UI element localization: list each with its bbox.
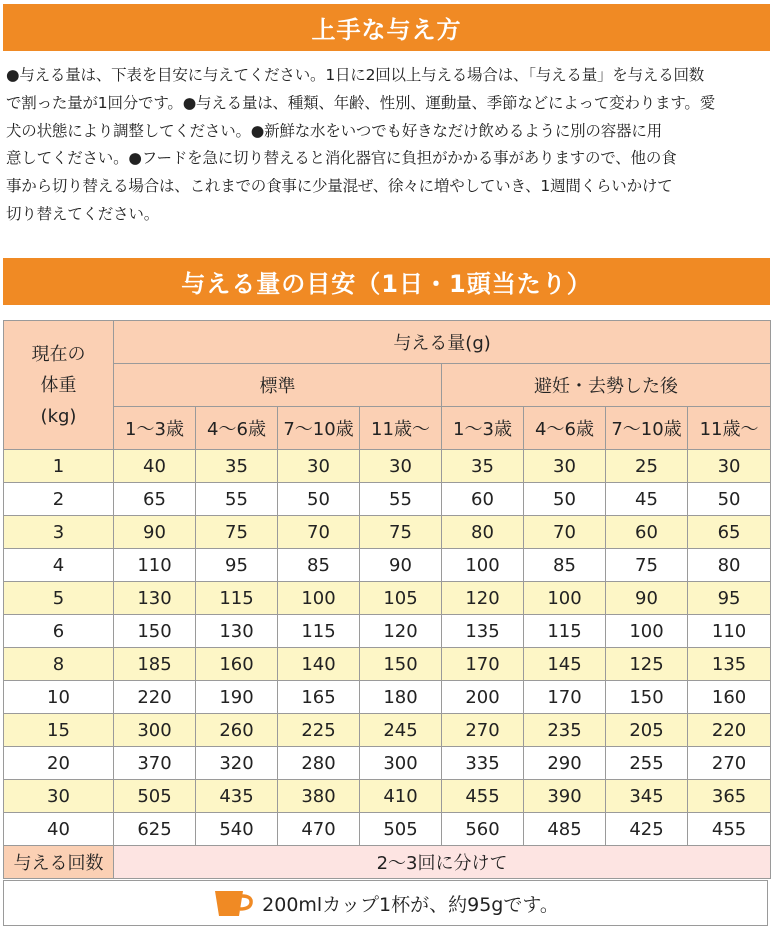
amount-cell: 130 [196, 615, 278, 648]
amount-cell: 135 [688, 648, 771, 681]
amount-cell: 60 [442, 483, 524, 516]
table-row [4, 681, 771, 714]
amount-cell: 380 [278, 780, 360, 813]
section-title-feeding-guide: 上手な与え方 [3, 4, 770, 51]
amount-cell: 165 [278, 681, 360, 714]
amount-cell: 200 [442, 681, 524, 714]
weight-cell: 20 [4, 747, 114, 780]
weight-cell: 4 [4, 549, 114, 582]
table-row [4, 516, 771, 549]
amount-cell: 90 [360, 549, 442, 582]
amount-cell: 300 [114, 714, 196, 747]
amount-cell: 100 [606, 615, 688, 648]
amount-cell: 260 [196, 714, 278, 747]
amount-cell: 110 [688, 615, 771, 648]
table-row [4, 582, 771, 615]
amount-cell: 255 [606, 747, 688, 780]
frequency-value: 2～3回に分けて [114, 846, 771, 879]
amount-cell: 30 [688, 450, 771, 483]
weight-header-line: (kg) [40, 405, 77, 427]
amount-cell: 270 [442, 714, 524, 747]
amount-cell: 75 [196, 516, 278, 549]
instructions-line: 意してください。●フードを急に切り替えると消化器官に負担がかかる事がありますので、他の食 [6, 149, 677, 168]
amount-header: 与える量(g) [114, 321, 771, 364]
amount-cell: 70 [278, 516, 360, 549]
amount-cell: 110 [114, 549, 196, 582]
amount-cell: 625 [114, 813, 196, 846]
age-header: 1～3歳 [114, 407, 196, 450]
weight-cell: 10 [4, 681, 114, 714]
age-header: 7～10歳 [278, 407, 360, 450]
amount-cell: 100 [524, 582, 606, 615]
amount-cell: 115 [196, 582, 278, 615]
amount-cell: 455 [688, 813, 771, 846]
weight-cell: 30 [4, 780, 114, 813]
amount-cell: 65 [114, 483, 196, 516]
age-header: 11歳～ [688, 407, 771, 450]
weight-cell: 5 [4, 582, 114, 615]
amount-cell: 70 [524, 516, 606, 549]
amount-cell: 335 [442, 747, 524, 780]
amount-cell: 220 [688, 714, 771, 747]
amount-cell: 235 [524, 714, 606, 747]
age-header: 1～3歳 [442, 407, 524, 450]
amount-cell: 190 [196, 681, 278, 714]
weight-cell: 2 [4, 483, 114, 516]
table-row [4, 648, 771, 681]
weight-cell: 1 [4, 450, 114, 483]
amount-cell: 485 [524, 813, 606, 846]
amount-cell: 30 [360, 450, 442, 483]
amount-cell: 95 [196, 549, 278, 582]
amount-cell: 345 [606, 780, 688, 813]
amount-cell: 220 [114, 681, 196, 714]
amount-cell: 85 [524, 549, 606, 582]
amount-cell: 140 [278, 648, 360, 681]
amount-cell: 50 [278, 483, 360, 516]
group-header-neutered: 避妊・去勢した後 [442, 364, 771, 407]
amount-cell: 120 [360, 615, 442, 648]
amount-cell: 35 [196, 450, 278, 483]
amount-cell: 505 [114, 780, 196, 813]
age-header: 11歳～ [360, 407, 442, 450]
instructions-line: 事から切り替える場合は、これまでの食事に少量混ぜ、徐々に増やしていき、1週間くらいかけて [6, 177, 673, 196]
amount-cell: 300 [360, 747, 442, 780]
amount-cell: 55 [360, 483, 442, 516]
amount-cell: 150 [114, 615, 196, 648]
amount-cell: 160 [196, 648, 278, 681]
amount-cell: 45 [606, 483, 688, 516]
amount-cell: 115 [524, 615, 606, 648]
table-body [4, 450, 771, 846]
amount-cell: 225 [278, 714, 360, 747]
section-title-amount-guide: 与える量の目安（1日・1頭当たり） [3, 258, 770, 305]
weight-cell: 40 [4, 813, 114, 846]
amount-cell: 280 [278, 747, 360, 780]
amount-cell: 290 [524, 747, 606, 780]
amount-cell: 115 [278, 615, 360, 648]
amount-cell: 90 [114, 516, 196, 549]
cup-measure-note [3, 880, 768, 926]
age-header: 4～6歳 [196, 407, 278, 450]
weight-cell: 6 [4, 615, 114, 648]
amount-cell: 50 [688, 483, 771, 516]
amount-cell: 95 [688, 582, 771, 615]
amount-cell: 130 [114, 582, 196, 615]
amount-cell: 75 [360, 516, 442, 549]
table-row [4, 450, 771, 483]
cup-icon [212, 887, 254, 919]
amount-cell: 120 [442, 582, 524, 615]
amount-cell: 30 [524, 450, 606, 483]
amount-cell: 55 [196, 483, 278, 516]
amount-cell: 560 [442, 813, 524, 846]
instructions-line: ●与える量は、下表を目安に与えてください。1日に2回以上与える場合は、「与える量」を与える回数 [6, 66, 705, 84]
instructions-line: 切り替えてください。 [6, 204, 160, 223]
amount-cell: 270 [688, 747, 771, 780]
amount-cell: 135 [442, 615, 524, 648]
amount-cell: 100 [278, 582, 360, 615]
instructions-text [6, 62, 768, 229]
weight-header-line: 体重 [40, 374, 77, 396]
instructions-line: で割った量が1回分です。●与える量は、種類、年齢、性別、運動量、季節などによって変わります。愛 [6, 93, 716, 112]
table-row [4, 813, 771, 846]
amount-cell: 80 [442, 516, 524, 549]
amount-cell: 205 [606, 714, 688, 747]
amount-cell: 150 [606, 681, 688, 714]
amount-cell: 410 [360, 780, 442, 813]
table-row [4, 549, 771, 582]
amount-cell: 365 [688, 780, 771, 813]
amount-cell: 35 [442, 450, 524, 483]
amount-cell: 185 [114, 648, 196, 681]
amount-cell: 60 [606, 516, 688, 549]
amount-cell: 160 [688, 681, 771, 714]
amount-cell: 150 [360, 648, 442, 681]
instructions-line: 犬の状態により調整してください。●新鮮な水をいつでも好きなだけ飲めるように別の容器に用 [6, 121, 662, 140]
table-row [4, 615, 771, 648]
amount-cell: 180 [360, 681, 442, 714]
weight-cell: 3 [4, 516, 114, 549]
amount-cell: 170 [442, 648, 524, 681]
age-header: 4～6歳 [524, 407, 606, 450]
amount-cell: 435 [196, 780, 278, 813]
amount-cell: 455 [442, 780, 524, 813]
weight-cell: 15 [4, 714, 114, 747]
frequency-label: 与える回数 [4, 846, 114, 879]
table-row [4, 483, 771, 516]
amount-cell: 30 [278, 450, 360, 483]
table-row [4, 747, 771, 780]
weight-header-line: 現在の [31, 343, 86, 365]
amount-cell: 145 [524, 648, 606, 681]
amount-cell: 470 [278, 813, 360, 846]
amount-cell: 370 [114, 747, 196, 780]
amount-cell: 25 [606, 450, 688, 483]
amount-cell: 320 [196, 747, 278, 780]
group-header-standard: 標準 [114, 364, 442, 407]
amount-cell: 40 [114, 450, 196, 483]
amount-cell: 170 [524, 681, 606, 714]
amount-cell: 80 [688, 549, 771, 582]
amount-cell: 505 [360, 813, 442, 846]
amount-cell: 85 [278, 549, 360, 582]
amount-cell: 125 [606, 648, 688, 681]
amount-cell: 245 [360, 714, 442, 747]
weight-cell: 8 [4, 648, 114, 681]
amount-cell: 105 [360, 582, 442, 615]
age-header: 7～10歳 [606, 407, 688, 450]
amount-cell: 50 [524, 483, 606, 516]
amount-cell: 75 [606, 549, 688, 582]
cup-note-text: 200mlカップ1杯が、約95gです。 [262, 893, 559, 916]
amount-cell: 90 [606, 582, 688, 615]
feeding-amount-table [3, 320, 771, 879]
amount-cell: 540 [196, 813, 278, 846]
amount-cell: 65 [688, 516, 771, 549]
table-row [4, 780, 771, 813]
amount-cell: 100 [442, 549, 524, 582]
table-row [4, 714, 771, 747]
amount-cell: 425 [606, 813, 688, 846]
weight-column-header [4, 321, 114, 450]
amount-cell: 390 [524, 780, 606, 813]
